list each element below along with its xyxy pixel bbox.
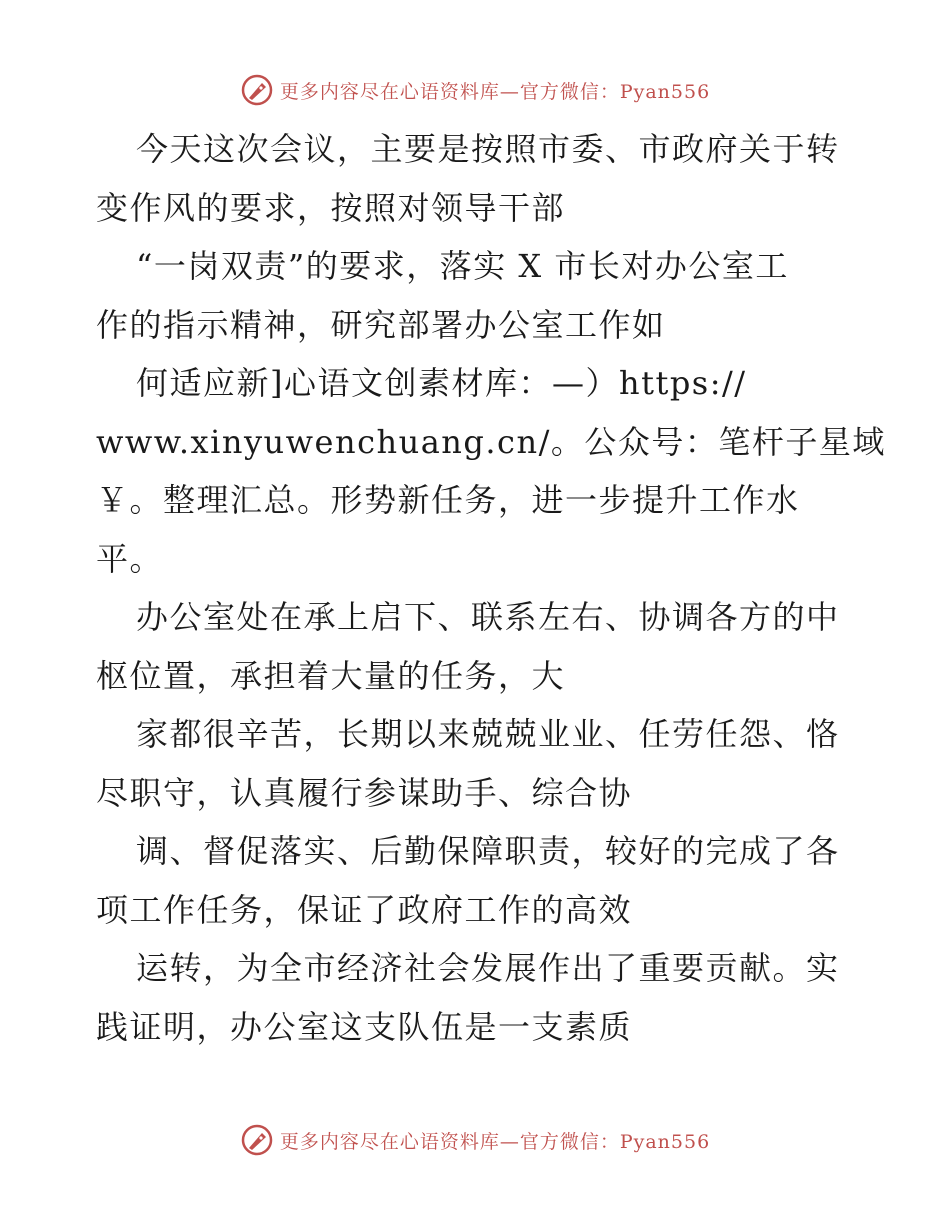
body-line: 运转，为全市经济社会发展作出了重要贡献。实 [136,949,840,987]
body-line: 何适应新]心语文创素材库：—）https:// [136,364,747,402]
footer-banner [0,1120,950,1160]
banner-text: 更多内容尽在心语资料库—官方微信：Pyan556 [279,1130,711,1153]
pen-nib-logo-icon [240,1123,274,1157]
body-line: 平。 [96,539,164,578]
body-line: 办公室处在承上启下、联系左右、协调各方的中 [136,598,840,636]
header-banner [0,70,950,110]
body-line: 作的指示精神，研究部署办公室工作如 [96,305,666,344]
body-line: 调、督促落实、后勤保障职责，较好的完成了各 [136,832,840,870]
body-line: 家都很辛苦，长期以来兢兢业业、任劳任怨、恪 [136,715,840,753]
body-line: “一岗双责”的要求，落实 X 市长对办公室工 [136,247,789,285]
body-line: 枢位置，承担着大量的任务，大 [96,656,566,695]
body-line: ￥。整理汇总。形势新任务，进一步提升工作水 [96,481,800,519]
body-line: 践证明，办公室这支队伍是一支素质 [96,1007,633,1046]
body-line: 今天这次会议，主要是按照市委、市政府关于转 [136,130,840,168]
banner-text: 更多内容尽在心语资料库—官方微信：Pyan556 [279,80,711,103]
pen-nib-logo-icon [240,73,274,107]
body-line: www.xinyuwenchuang.cn/。公众号：笔杆子星域 [96,422,886,461]
document-body [96,120,886,1056]
body-line: 尽职守，认真履行参谋助手、综合协 [96,773,633,812]
body-line: 变作风的要求，按照对领导干部 [96,188,566,227]
body-line: 项工作任务，保证了政府工作的高效 [96,890,633,929]
